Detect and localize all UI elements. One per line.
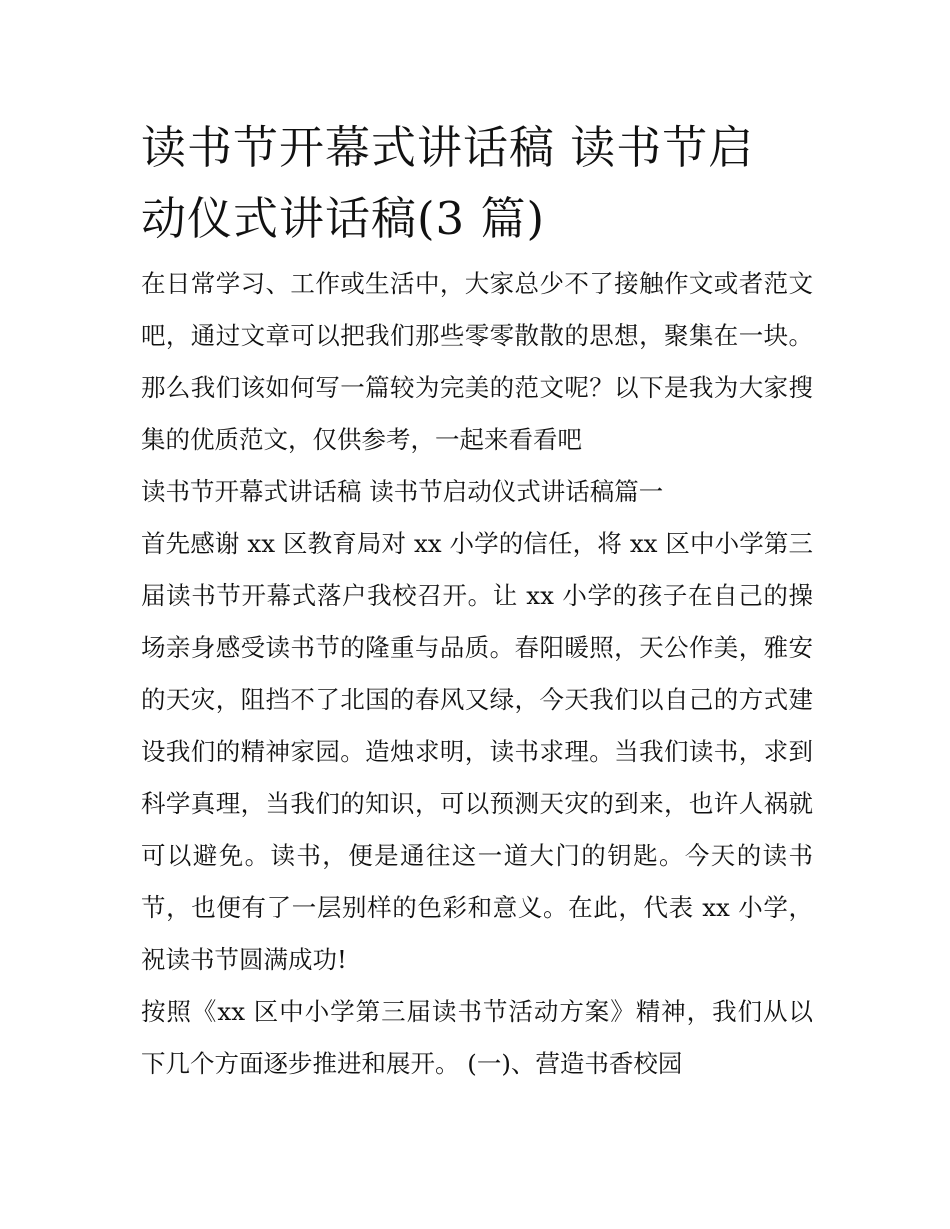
body-paragraph-1: 首先感谢 xx 区教育局对 xx 小学的信任，将 xx 区中小学第三届读书节开幕式落户我校召开。让 xx 小学的孩子在自己的操场亲身感受读书节的隆重与品质。春阳暖照，天公作美，雅安的天灾，阻挡不了北国的春风又绿，今天我们以自己的方式建设我们的精神家园。造烛求明，读书求理。当我们读书，求到科学真理，当我们的知识，可以预测天灾的到来，也许人祸就可以避免。读书，便是通往这一道大门的钥匙。今天的读书节，也便有了一层别样的色彩和意义。在此，代表 xx 小学，祝读书节圆满成功! [141, 529, 813, 974]
document-title-line-1: 读书节开幕式讲话稿 读书节启 [141, 121, 755, 174]
document-content [141, 112, 813, 1090]
intro-paragraph: 在日常学习、工作或生活中，大家总少不了接触作文或者范文吧，通过文章可以把我们那些零零散散的思想，聚集在一块。那么我们该如何写一篇较为完美的范文呢？以下是我为大家搜集的优质范文，仅供参考，一起来看看吧 [141, 269, 813, 454]
document-title-line-2: 动仪式讲话稿(3 篇) [141, 192, 546, 245]
document-title [141, 112, 813, 254]
section-heading: 读书节开幕式讲话稿 读书节启动仪式讲话稿篇一 [141, 477, 664, 506]
body-paragraph-2: 按照《xx 区中小学第三届读书节活动方案》精神，我们从以下几个方面逐步推进和展开。 (一)、营造书香校园 [141, 997, 813, 1078]
